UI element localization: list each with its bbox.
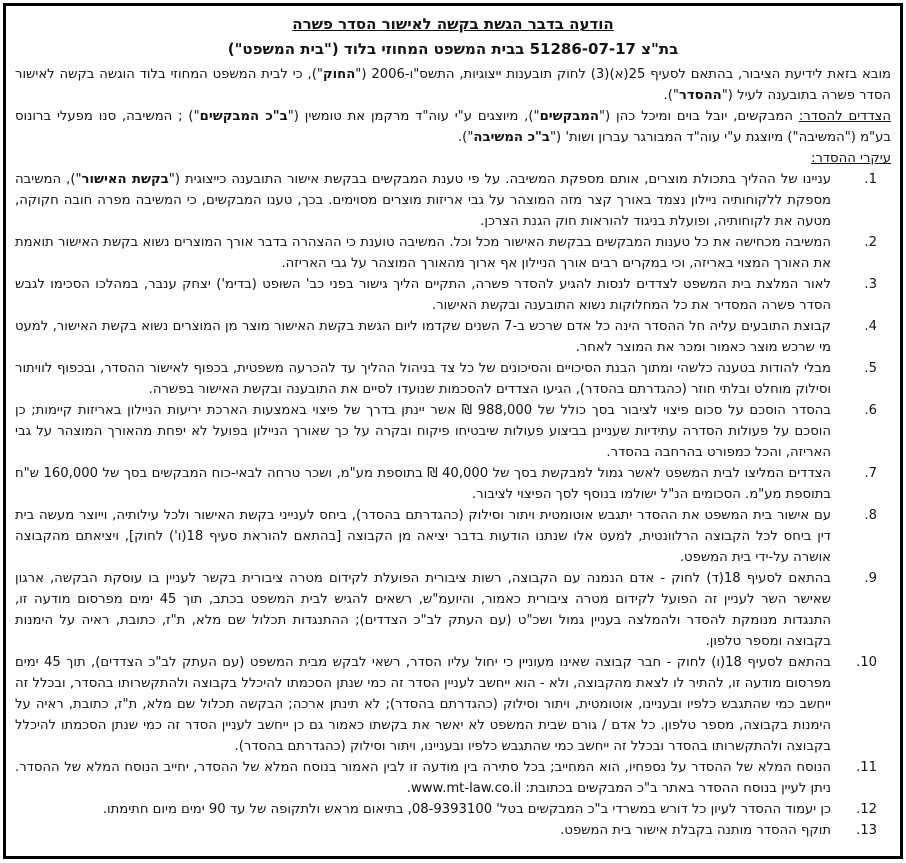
terms-list [15, 169, 891, 841]
term-item-6 [15, 400, 877, 463]
item-number: 3. [864, 277, 877, 292]
parties-text: המבקשים, יובל בוים ומיכל כהן ("המבקשים"), מיוצגים ע"י עוה"ד מרקמן את טומשין ("ב"כ המבקשים") ; המשיבה, סנו מפעלי ברונוס בע"מ ("המשיבה") מיוצגת ע"י עוה"ד המבורגר עברון ושות' ("ב"כ המשיבה"). [15, 109, 891, 145]
item-text: בהסדר הוסכם על סכום פיצוי לציבור בסך כולל של 988,000 ₪ אשר יינתן בדרך של פיצוי באמצעות הארכת יריעות הניילון באריזות קיימות; כן הוסכם על פעולות הסדרה עתידיות שעניינן בביצוע פעולות שיבטיחו פיקוח ובקרה על כך שאורך הניילון בפועל לא יפחת מהאורך המוצהר על גבי האריזה, והכל כמפורט בהרחבה בהסדר. [15, 403, 831, 460]
item-text: בהתאם לסעיף 18(ו) לחוק - חבר קבוצה שאינו מעוניין כי יחול עליו הסדר, רשאי לבקש מבית המשפט (עם העתק לב"כ הצדדים), תוך 45 ימים מפרסום מודעה זו, להתיר לו לצאת מהקבוצה, ולא - הוא ייחשב לעניין הסדר זה כמי שנתן הסכמתו להיכלל בקבוצה ולהתקשרותו בהסדר, ובכלל זה ייחשב כמי שהתגבש כלפיו ובעניינו, אוטומטית, ויתור וסילוק (כהגדרתם בהסדר); לא תינתן ארכה; הבקשה תכלול שם מלא, ת"ז, כתובת, ראיה על הימנות בקבוצה, מספר טלפון. כל אדם / גורם שבית המשפט לא יאשר את בקשתו כאמור גם כן ייחשב לעניין הסדר זה כמי שנתן הסכמתו להיכלל בקבוצה ולהתקשרותו בהסדר ובכלל זה ייחשב כמי שהתגבש כלפיו ובעניינו, ויתור וסילוק (כהגדרתם בהסדר). [15, 655, 831, 754]
item-text: קבוצת התובעים עליה חל ההסדר הינה כל אדם שרכש ב-7 השנים שקדמו ליום הגשת בקשת האישור מוצר מן המוצרים נשוא בקשת האישור, למעט מי שרכש מוצר כאמור ומכר את המוצר לאחר. [15, 319, 831, 355]
term-item-12 [15, 799, 877, 820]
case-number-line: בת"צ 51286-07-17 בבית המשפט המחוזי בלוד ("בית המשפט") [227, 40, 679, 58]
intro-paragraph: מובא בזאת לידיעת הציבור, בהתאם לסעיף 25(א)(3) לחוק תובענות ייצוגיות, התשס"ו-2006 ("החוק"), כי לבית המשפט המחוזי בלוד הוגשה בקשה לאישור הסדר פשרה בתובענה לעיל ("ההסדר"). [15, 67, 891, 103]
term-item-5 [15, 358, 877, 400]
item-number: 12. [856, 802, 877, 817]
item-text: הצדדים המליצו לבית המשפט לאשר גמול למבקשת בסך של 40,000 ₪ בתוספת מע"מ, ושכר טרחה לבאי-כוח המבקשים בסך של 160,000 ש"ח בתוספת מע"מ. הסכומים הנ"ל ישולמו בנוסף לסך הפיצוי לציבור. [15, 466, 832, 502]
item-text: כן יעמוד ההסדר לעיון כל דורש במשרדי ב"כ המבקשים בטל' 08-9393100, בתיאום מראש ולתקופה של עד 90 ימים מיום חתימתו. [102, 802, 831, 817]
item-number: 9. [864, 571, 877, 586]
item-number: 8. [864, 508, 877, 523]
term-item-1 [15, 169, 877, 232]
term-item-10 [15, 652, 877, 757]
item-number: 6. [864, 403, 877, 418]
item-number: 13. [856, 823, 877, 838]
parties-paragraph [15, 106, 891, 148]
item-text: עניינו של ההליך בתכולת מוצרים, אותם מספקת המשיבה. על פי טענת המבקשים בבקשת אישור התובענה כייצוגית ("בקשת האישור"), המשיבה מספקת ללקוחותיה ניילון נצמד באורך קצר מזה המוצהר על גבי אריזות מוצרים מסוימים. בכך, טענו המבקשים, כי המשיבה מפרה חובה חקוקה, מטעה את לקוחותיה, ופועלת בניגוד להוראות חוק הגנת הצרכן. [15, 172, 831, 229]
term-item-7 [15, 463, 877, 505]
item-text: לאור המלצת בית המשפט לצדדים לנסות להגיע להסדר פשרה, התקיים הליך גישור בפני כב' השופט (בדימ') יצחק ענבר, במהלכו הסכימו לגבש הסדר פשרה המסדיר את כל המחלוקות נשוא התובענה ובקשת האישור. [15, 277, 831, 313]
item-number: 5. [864, 361, 877, 376]
item-text: מבלי להודות בטענה כלשהי ומתוך הבנת הסיכויים והסיכונים של כל צד בניהול ההליך עד להכרעה משפטית, בכפוף לאישור ההסדר, ובכפוף לוויתור וסילוק מוחלט ובלתי חוזר (כהגדרתם בהסדר), הגיעו הצדדים להסכמות שנועדו לסיים את התובענה ובקשת האישור בפשרה. [15, 361, 831, 397]
item-number: 4. [864, 319, 877, 334]
item-number: 2. [864, 235, 877, 250]
item-text: המשיבה מכחישה את כל טענות המבקשים בבקשת האישור מכל וכל. המשיבה טוענת כי ההצהרה בדבר אורך המוצרים נשוא בקשת האישור תואמת את האורך המצוי באריזה, וכי במקרים רבים אורך הניילון אף ארוך מהאורך המוצהר על גבי האריזה. [15, 235, 831, 271]
term-item-2 [15, 232, 877, 274]
item-text: הנוסח המלא של ההסדר על נספחיו, הוא המחייב; בכל סתירה בין מודעה זו לבין האמור בנוסח המלא של ההסדר, יחייב הנוסח המלא של ההסדר. ניתן לעיין בנוסח ההסדר באתר ב"כ המבקשים בכתובת: www.mt-law.co.il. [15, 760, 831, 796]
term-item-9 [15, 568, 877, 652]
item-text: בהתאם לסעיף 18(ד) לחוק - אדם הנמנה עם הקבוצה, רשות ציבורית הפועלת לקידום מטרה ציבורית בקשר לעניין בו עוסקת הבקשה, ארגון שאישר השר לעניין זה הפועל לקידום מטרה ציבורית כאמור, והיועמ"ש, רשאים להגיש לבית המשפט בכתב, תוך 45 ימים מפרסום מודעה זו, התנגדות מנומקת להסדר ולהמלצה בעניין גמול ושכ"ט (עם העתק לב"כ הצדדים); ההתנגדות תכלול שם מלא, ת"ז, כתובת, ראיה על הימנות בקבוצה ומספר טלפון. [15, 571, 831, 649]
term-item-11 [15, 757, 877, 799]
notice-border-frame [3, 3, 903, 859]
notice-title: הודעה בדבר הגשת בקשה לאישור הסדר פשרה [292, 15, 614, 33]
item-text: עם אישור בית המשפט את ההסדר יתגבש אוטומטית ויתור וסילוק (כהגדרתם בהסדר), ביחס לענייני בקשת האישור ולכל עילותיה, וייוצר מעשה בית דין ביחס לכל הקבוצה הרלוונטית, למעט אלו שנתנו הודעות בדבר יציאה מן הקבוצה [בהתאם להוראת סעיף 18(ו') לחוק], ויציאתם מהקבוצה אושרה על-ידי בית המשפט. [15, 508, 831, 565]
item-text: תוקף ההסדר מותנה בקבלת אישור בית המשפט. [560, 823, 831, 838]
summary-heading: עיקרי ההסדר: [810, 151, 891, 166]
item-number: 1. [864, 172, 877, 187]
term-item-4 [15, 316, 877, 358]
term-item-13 [15, 820, 877, 841]
item-number: 11. [856, 760, 877, 775]
item-number: 7. [864, 466, 877, 481]
item-number: 10. [856, 655, 877, 670]
term-item-3 [15, 274, 877, 316]
term-item-8 [15, 505, 877, 568]
parties-label: הצדדים להסדר: [798, 109, 891, 124]
